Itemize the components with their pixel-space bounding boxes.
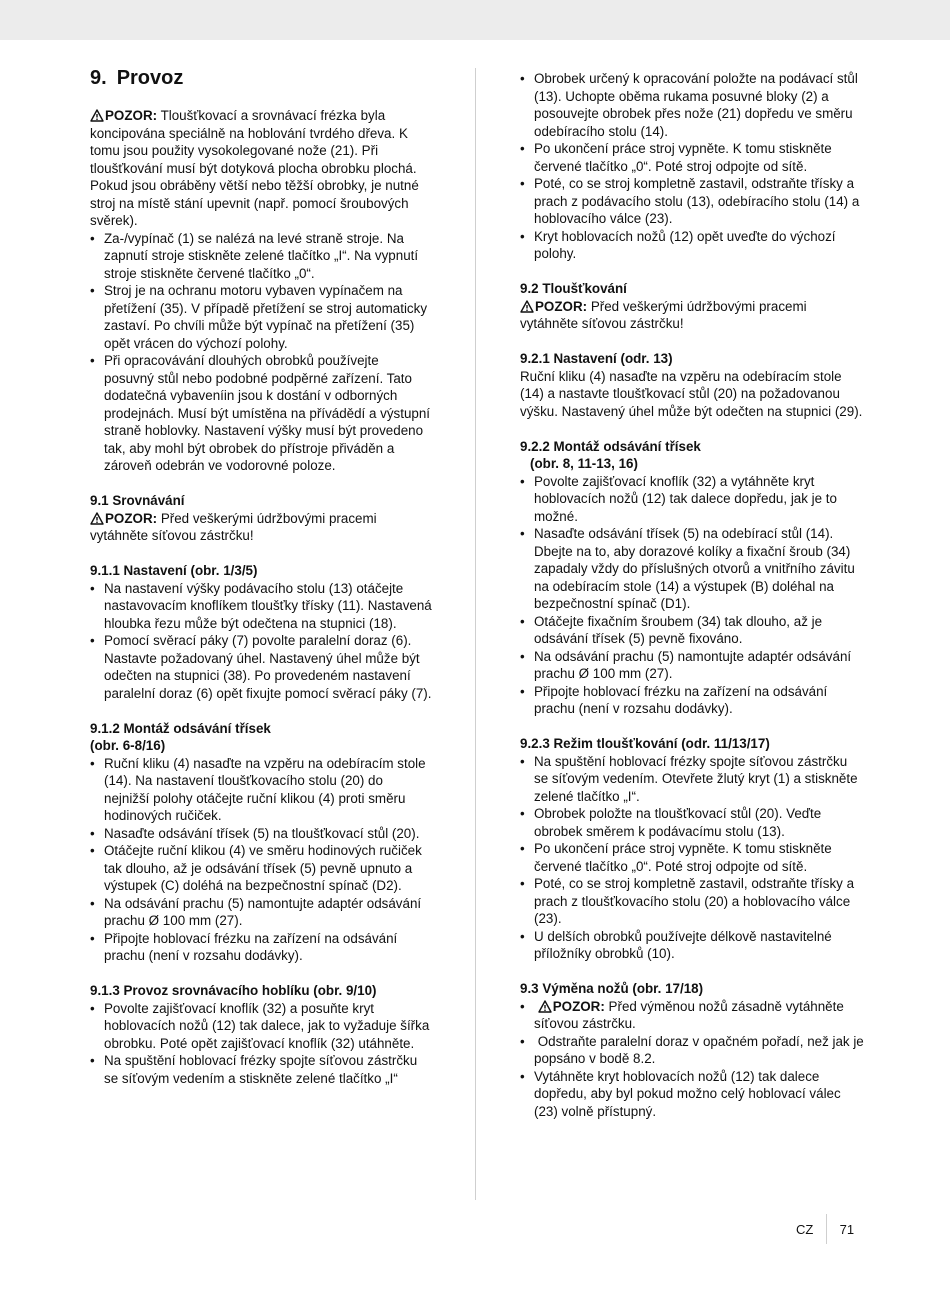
list-item: • Na spuštění hoblovací frézky spojte síťovou zástrčku se síťovým vedením a stiskněte zelené tlačítko „I“ <box>90 1052 432 1087</box>
warning-9-2: POZOR: Před veškerými údržbovými pracemi vytáhněte síťovou zástrčku! <box>520 298 807 331</box>
intro-paragraph: POZOR: Tloušťkovací a srovnávací frézka byla koncipována speciálně na hoblování tvrdého dřeva. K tomu jsou použity vysokolegované nože (21). Při tloušťkování musí být dotyková plocha obrobku plochá. Pokud jsou obráběny větší nebo těžší obrobky, je nutné stroj na místě stání upevnit (např. pomocí šroubových svěrek). <box>90 108 419 228</box>
bullet-list-9-1-2 <box>90 755 432 965</box>
left-column <box>90 66 432 1087</box>
warning-9-1: POZOR: Před veškerými údržbovými pracemi vytáhněte síťovou zástrčku! <box>90 510 377 543</box>
bullet-list-9-1-1 <box>90 580 432 703</box>
list-item: • Po ukončení práce stroj vypněte. K tomu stiskněte červené tlačítko „0“. Poté stroj odpojte od sítě. <box>520 840 865 875</box>
heading-9-1-3: 9.1.3 Provoz srovnávacího hoblíku (obr. 9/10) <box>90 983 377 998</box>
column-divider <box>475 68 476 1200</box>
intro-bullet-list <box>90 230 432 475</box>
list-item: • Po ukončení práce stroj vypněte. K tomu stiskněte červené tlačítko „0“. Poté stroj odpojte od sítě. <box>520 140 865 175</box>
paragraph-9-2-1: Ruční kliku (4) nasaďte na vzpěru na odebíracím stole (14) a nastavte tloušťkovací stůl (20) na požadovanou výšku. Nastavený úhel může být odečten na stupnici (29). <box>520 368 863 419</box>
right-column <box>520 70 865 1120</box>
list-item: • Obrobek určený k opracování položte na podávací stůl (13). Uchopte oběma rukama posuvné bloky (2) a posouvejte obrobek přes nože (21) dopředu ve směru odebíracího stolu (14). <box>520 70 865 140</box>
footer-separator <box>826 1214 827 1244</box>
list-item: • Nasaďte odsávání třísek (5) na odebírací stůl (14). Dbejte na to, aby dorazové kolíky a fixační šroub (34) zapadaly vždy do příslušných otvorů a vnitřního závitu na odebíracím stole (14) a výstupek (B) doléhal na bezpečnostní spínač (D1). <box>520 525 865 613</box>
heading-9-2-1: 9.2.1 Nastavení (odr. 13) <box>520 351 673 366</box>
list-item: • Na odsávání prachu (5) namontujte adaptér odsávání prachu Ø 100 mm (27). <box>520 648 865 683</box>
list-item: • Pomocí svěrací páky (7) povolte paralelní doraz (6). Nastavte požadovaný úhel. Nastavený úhel může být odečten na stupnici (38). Po provedeném nastavení paralelní doraz (6) opět fixujte pomocí svěrací páky (7). <box>90 632 432 702</box>
list-item: • Nasaďte odsávání třísek (5) na tloušťkovací stůl (20). <box>90 825 432 843</box>
list-item: • POZOR: Před výměnou nožů zásadně vytáhněte síťovou zástrčku. <box>520 998 865 1033</box>
bullet-list-9-1-3-continued <box>520 70 865 263</box>
section-title: 9. Provoz <box>90 67 184 89</box>
list-item: • Připojte hoblovací frézku na zařízení na odsávání prachu (není v rozsahu dodávky). <box>90 930 432 965</box>
heading-9-2: 9.2 Tloušťkování <box>520 281 627 296</box>
list-item: • Stroj je na ochranu motoru vybaven vypínačem na přetížení (35). V případě přetížení se stroj automaticky zastaví. Po chvíli může být vypínač na přetížení (35) opět vrácen do výchozí polohy. <box>90 282 432 352</box>
list-item: • Na spuštění hoblovací frézky spojte síťovou zástrčku se síťovým vedením. Otevřete žlutý kryt (1) a stiskněte zelené tlačítko „I“. <box>520 753 865 806</box>
list-item: • Na odsávání prachu (5) namontujte adaptér odsávání prachu Ø 100 mm (27). <box>90 895 432 930</box>
list-item: • Povolte zajišťovací knoflík (32) a vytáhněte kryt hoblovacích nožů (12) tak dalece dopředu, jak je to možné. <box>520 473 865 526</box>
heading-9-2-3: 9.2.3 Režim tloušťkování (odr. 11/13/17) <box>520 736 770 751</box>
list-item: • Ruční kliku (4) nasaďte na vzpěru na odebíracím stole (14). Na nastavení tloušťkovacího stolu (20) do nejnižší polohy otáčejte ruční klikou (4) proti směru hodinových ručiček. <box>90 755 432 825</box>
page-number: 71 <box>839 1222 855 1237</box>
list-item: • Na nastavení výšky podávacího stolu (13) otáčejte nastavovacím knoflíkem tloušťky třísky (11). Nastavená hloubka řezu může být odečtena na stupnici (18). <box>90 580 432 633</box>
page-footer <box>796 1220 854 1240</box>
bullet-list-9-1-3 <box>90 1000 432 1088</box>
list-item: • Za-/vypínač (1) se nalézá na levé straně stroje. Na zapnutí stroje stiskněte zelené tlačítko „I“. Na vypnutí stroje stiskněte červené tlačítko „0“. <box>90 230 432 283</box>
list-item: • Povolte zajišťovací knoflík (32) a posuňte kryt hoblovacích nožů (12) tak dalece, jak to vyžaduje šířka obrobku. Poté opět zajišťovací knoflík (32) utáhněte. <box>90 1000 432 1053</box>
bullet-list-9-3 <box>520 998 865 1121</box>
heading-9-3: 9.3 Výměna nožů (obr. 17/18) <box>520 981 704 996</box>
list-item: • Kryt hoblovacích nožů (12) opět uveďte do výchozí polohy. <box>520 228 865 263</box>
top-header-band <box>0 0 950 40</box>
list-item: • U delších obrobků používejte délkově nastavitelné příložníky obrobků (10). <box>520 928 865 963</box>
list-item: • Otáčejte ruční klikou (4) ve směru hodinových ručiček tak dlouho, až je odsávání třísek (5) pevně upnuto a výstupek (C) doléhá na bezpečnostní spínač (D2). <box>90 842 432 895</box>
bullet-list-9-2-3 <box>520 753 865 963</box>
heading-9-1: 9.1 Srovnávání <box>90 493 185 508</box>
list-item: • Obrobek položte na tloušťkovací stůl (20). Veďte obrobek směrem k podávacímu stolu (13). <box>520 805 865 840</box>
footer-language: CZ <box>796 1222 814 1237</box>
list-item: • Odstraňte paralelní doraz v opačném pořadí, než jak je popsáno v bodě 8.2. <box>520 1033 865 1068</box>
list-item: • Při opracovávání dlouhých obrobků používejte posuvný stůl nebo podobné podpěrné zařízení. Tato dodatečná vybaveníin jsou k dostání v odborných prodejnách. Musí být umístěna na přívádědí a výstupní straně hoblovky. Nastavení výšky musí být provedeno tak, aby mohl být obrobek do přístroje přiváděn a zároveň odebrán ve vodorovné poloze. <box>90 352 432 475</box>
list-item: • Otáčejte fixačním šroubem (34) tak dlouho, až je odsávání třísek (5) pevně fixováno. <box>520 613 865 648</box>
heading-9-1-1: 9.1.1 Nastavení (obr. 1/3/5) <box>90 563 258 578</box>
heading-9-2-2: 9.2.2 Montáž odsávání třísek (obr. 8, 11-13, 16) <box>520 438 701 471</box>
bullet-list-9-2-2 <box>520 473 865 718</box>
list-item: • Vytáhněte kryt hoblovacích nožů (12) tak dalece dopředu, aby byl pokud možno celý hoblovací válec (23) volně přístupný. <box>520 1068 865 1121</box>
heading-9-1-2: 9.1.2 Montáž odsávání třísek (obr. 6-8/16) <box>90 720 271 753</box>
list-item: • Poté, co se stroj kompletně zastavil, odstraňte třísky a prach z tloušťkovacího stolu (20) a hoblovacího válce (23). <box>520 875 865 928</box>
list-item: • Připojte hoblovací frézku na zařízení na odsávání prachu (není v rozsahu dodávky). <box>520 683 865 718</box>
list-item: • Poté, co se stroj kompletně zastavil, odstraňte třísky a prach z podávacího stolu (13), odebíracího stolu (14) a hoblovacího válce (23). <box>520 175 865 228</box>
